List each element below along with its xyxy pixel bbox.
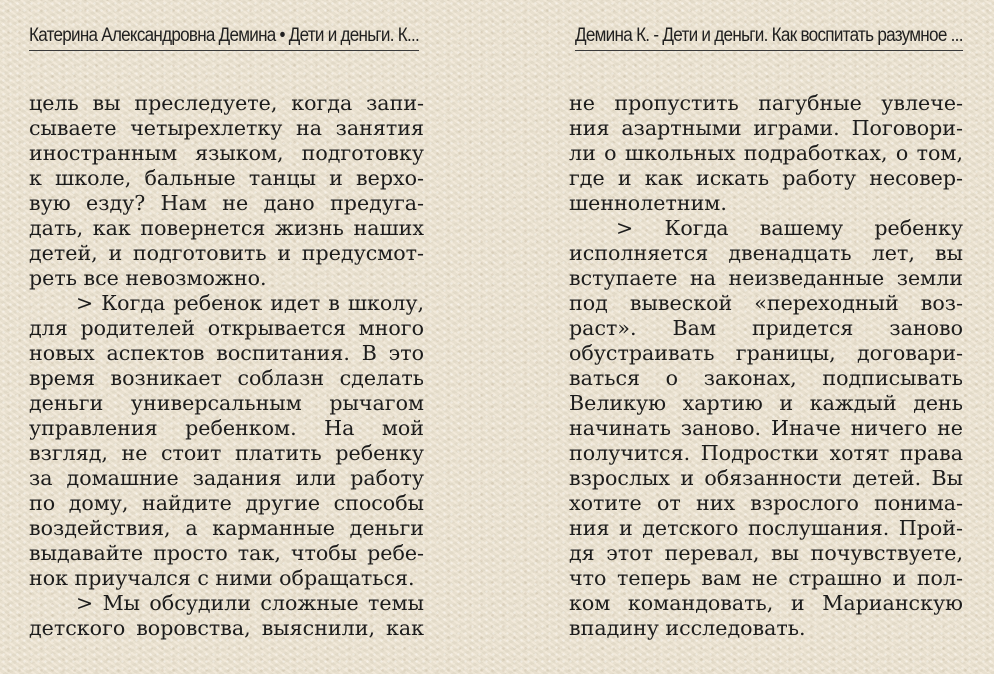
text-line: к школе, бальные танцы и верхо-: [29, 166, 424, 190]
text-line: сываете четырехлетку на занятия: [29, 116, 424, 140]
text-line: под вывеской «переходный воз-: [569, 291, 963, 315]
text-line: исполняется двенадцать лет, вы: [569, 241, 963, 265]
text-line: ваться о законах, подписывать: [569, 366, 963, 390]
text-line: ком командовать, и Марианскую: [569, 591, 963, 615]
text-line: выдавайте просто так, чтобы ребе-: [29, 541, 424, 565]
text-line: получится. Подростки хотят права: [569, 441, 963, 465]
text-line: реть все невозможно.: [29, 266, 267, 290]
text-line: новых аспектов воспитания. В это: [29, 341, 424, 365]
left-page: [29, 0, 424, 674]
text-line: дя этот перевал, вы почувствуете,: [569, 541, 963, 565]
text-line: ли о школьных подработках, о том,: [569, 141, 963, 165]
text-line: воздействия, а карманные деньги: [29, 516, 424, 540]
text-line: где и как искать работу несовер-: [569, 166, 963, 190]
text-line: время возникает соблазн сделать: [29, 366, 424, 390]
text-line: детского воровства, выяснили, как: [29, 616, 424, 640]
text-line: взгляд, не стоит платить ребенку: [29, 441, 424, 465]
text-line: управления ребенком. На мой: [29, 416, 424, 440]
text-line: детей, и подготовить и предусмот-: [29, 241, 424, 265]
text-line: ния азартными играми. Поговори-: [569, 116, 963, 140]
text-line: обустраивать границы, договари-: [569, 341, 963, 365]
text-line: не пропустить пагубные увлече-: [569, 91, 963, 115]
text-line: впадину исследовать.: [569, 616, 806, 640]
running-head-text: Катерина Александровна Демина • Дети и деньги. К...: [29, 25, 419, 46]
text-line: что теперь вам не страшно и пол-: [569, 566, 963, 590]
text-line: за домашние задания или работу: [29, 466, 424, 490]
text-line: начинать заново. Иначе ничего не: [569, 416, 963, 440]
left-running-head: [29, 22, 419, 51]
text-line: цель вы преследуете, когда запи-: [29, 91, 424, 115]
right-page: [569, 0, 963, 674]
text-line: по дому, найдите другие способы: [29, 491, 424, 515]
text-line: дать, как повернется жизнь наших: [29, 216, 424, 240]
text-line: хотите от них взрослого понима-: [569, 491, 963, 515]
text-line: для родителей открывается много: [29, 316, 424, 340]
text-line: Великую хартию и каждый день: [569, 391, 963, 415]
text-line: > Когда ребенок идет в школу,: [76, 291, 424, 315]
right-running-head: [575, 22, 963, 51]
text-line: взрослых и обязанности детей. Вы: [569, 466, 963, 490]
text-line: вую езду? Нам не дано предуга-: [29, 191, 424, 215]
text-line: шеннолетним.: [569, 191, 727, 215]
text-line: нок приучался с ними обращаться.: [29, 566, 415, 590]
right-text-block: [569, 91, 963, 641]
text-line: > Мы обсудили сложные темы: [76, 591, 424, 615]
text-line: иностранным языком, подготовку: [29, 141, 424, 165]
text-line: раст». Вам придется заново: [569, 316, 963, 340]
text-line: вступаете на неизведанные земли: [569, 266, 963, 290]
text-line: > Когда вашему ребенку: [616, 216, 963, 240]
left-text-block: [29, 91, 424, 641]
text-line: деньги универсальным рычагом: [29, 391, 424, 415]
running-head-text: Демина К. - Дети и деньги. Как воспитать разумное ...: [575, 25, 963, 46]
text-line: ния и детского послушания. Прой-: [569, 516, 963, 540]
